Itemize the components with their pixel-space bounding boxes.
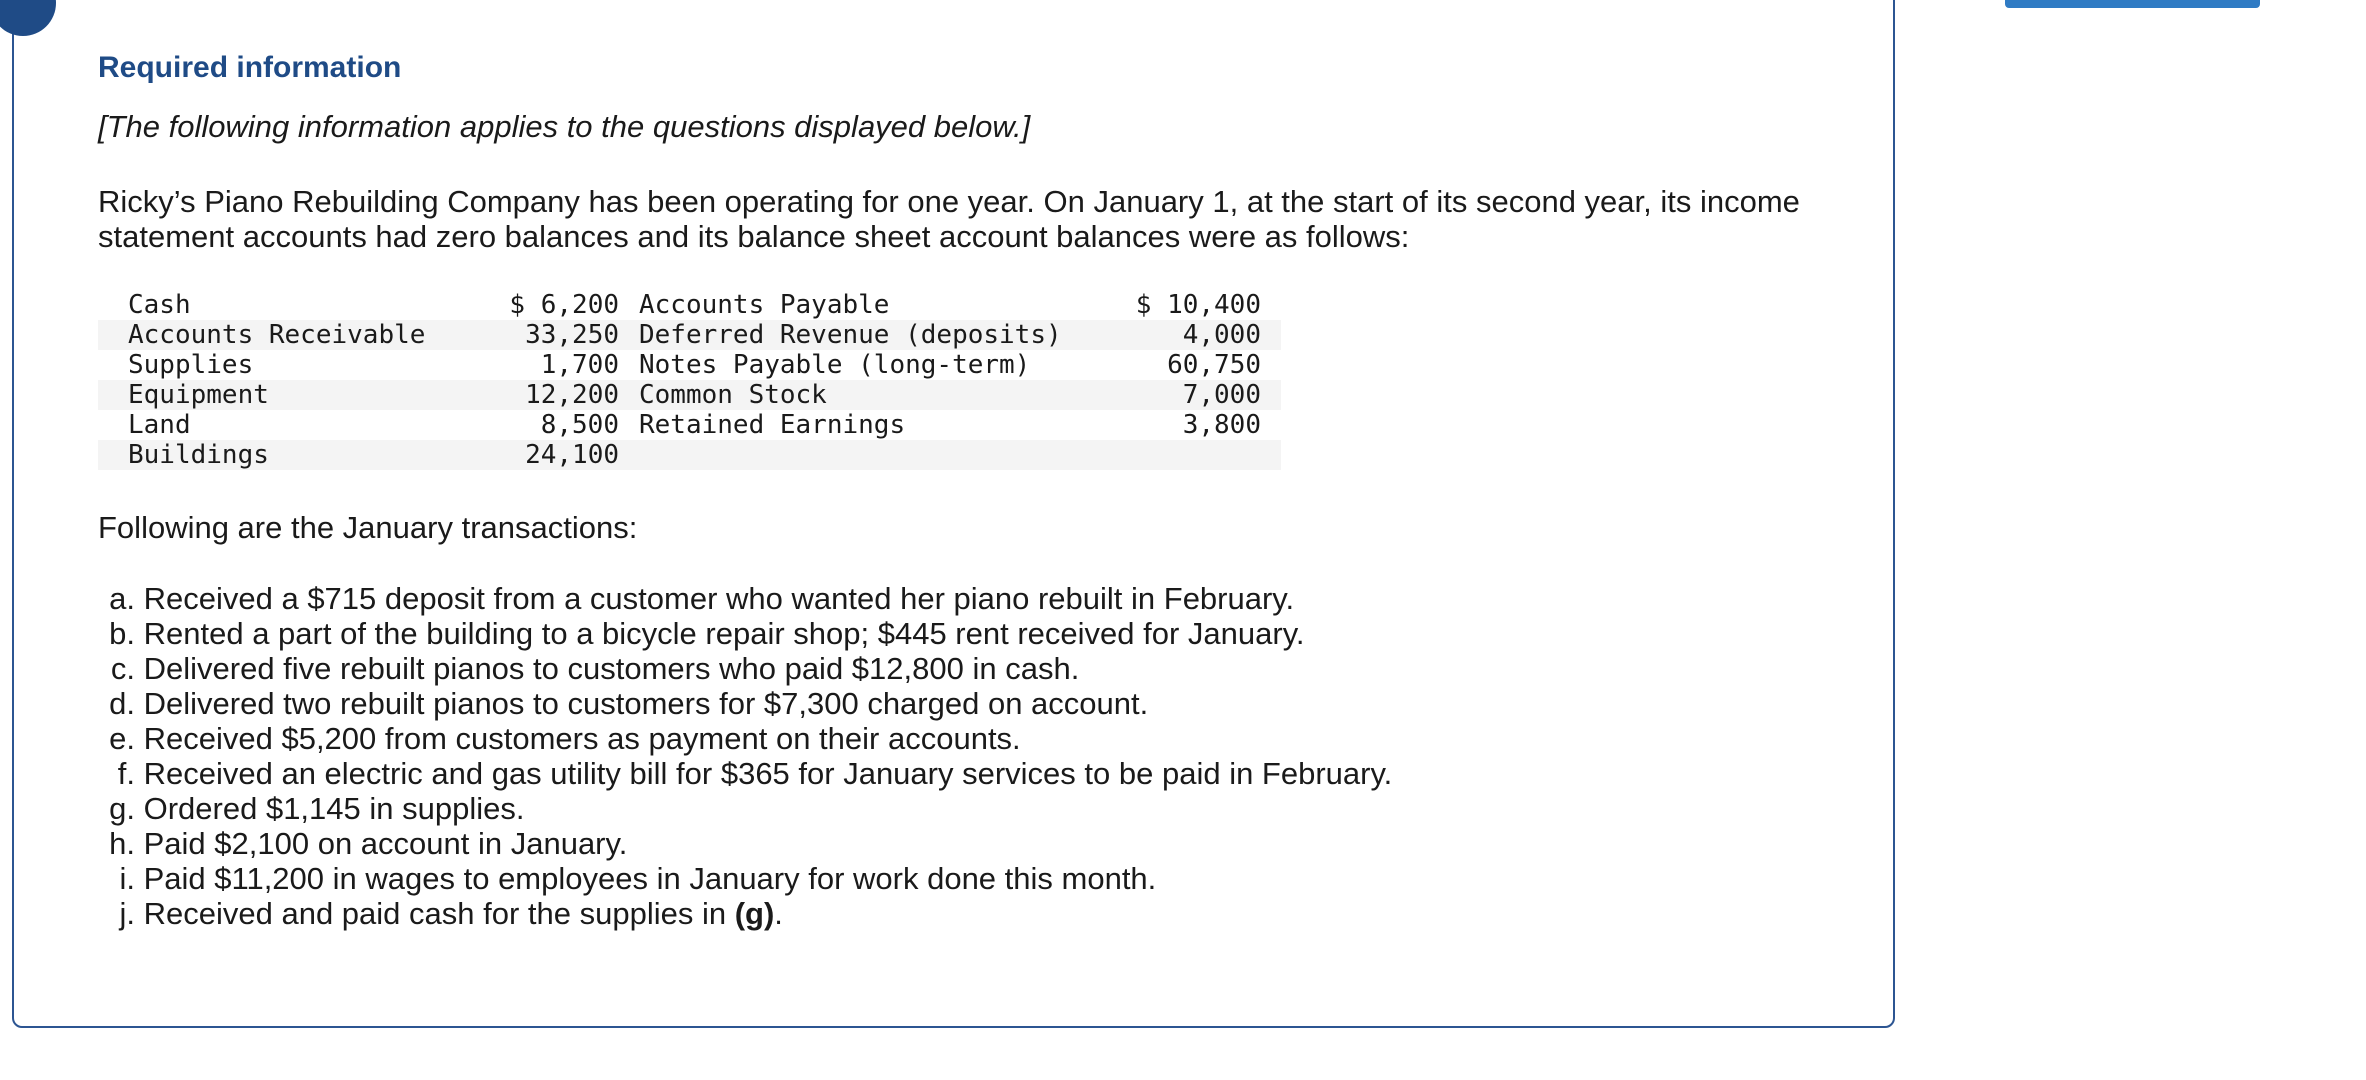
transaction-text <box>135 861 1156 896</box>
transaction-item <box>98 861 1878 896</box>
balance-left-amount: $ 6,200 <box>509 290 619 320</box>
balance-right-label: Accounts Payable <box>639 290 890 320</box>
transaction-text <box>135 651 1079 686</box>
balance-left-label: Land <box>128 410 191 440</box>
transaction-letter: e. <box>109 721 135 756</box>
transactions-list <box>98 581 1878 931</box>
intro-paragraph: Ricky’s Piano Rebuilding Company has been operating for one year. On January 1, at the start of its second year, its income statement accounts had zero balances and its balance sheet account balances were as follows: <box>98 184 1800 254</box>
balance-left-label: Accounts Receivable <box>128 320 426 350</box>
transaction-text <box>135 756 1392 791</box>
balance-row <box>98 410 1281 440</box>
balance-right-label <box>619 440 1119 470</box>
balance-left-amount: 8,500 <box>540 410 619 440</box>
transaction-text-main: Received $5,200 from customers as payment on their accounts. <box>135 721 1021 756</box>
balance-row <box>98 440 1281 470</box>
balance-left-label: Cash <box>128 290 191 320</box>
transaction-text-main: Received and paid cash for the supplies in <box>135 896 735 931</box>
balance-row-pad <box>1261 440 1281 470</box>
transaction-text-main: Ordered $1,145 in supplies. <box>135 791 525 826</box>
balance-left-amount: 12,200 <box>525 380 619 410</box>
balance-right-amount <box>1119 440 1261 470</box>
balance-left-label: Equipment <box>128 380 269 410</box>
transaction-text-main: Paid $2,100 on account in January. <box>135 826 628 861</box>
top-right-button[interactable] <box>2005 0 2260 8</box>
transaction-letter: c. <box>110 651 135 686</box>
balance-right-label: Notes Payable (long-term) <box>639 350 1031 380</box>
info-content <box>98 48 1878 931</box>
balance-row-pad <box>1261 320 1281 350</box>
balance-left-amount: 1,700 <box>540 350 619 380</box>
transaction-letter: g. <box>109 791 135 826</box>
transaction-letter: b. <box>109 616 135 651</box>
balance-right-label: Deferred Revenue (deposits) <box>639 320 1062 350</box>
transaction-letter: j. <box>119 896 135 931</box>
transaction-item <box>98 756 1878 791</box>
balance-right-label: Common Stock <box>639 380 827 410</box>
applies-note: [The following information applies to the questions displayed below.] <box>98 109 1031 144</box>
transaction-text-main: Received a $715 deposit from a customer who wanted her piano rebuilt in February. <box>135 581 1295 616</box>
transaction-suffix: . <box>774 896 783 931</box>
transaction-letter: a. <box>109 581 135 616</box>
transaction-item <box>98 826 1878 861</box>
transaction-text-main: Paid $11,200 in wages to employees in January for work done this month. <box>135 861 1157 896</box>
balance-right-amount: 7,000 <box>1182 380 1261 410</box>
transaction-letter: f. <box>117 756 135 791</box>
transaction-text <box>135 791 524 826</box>
transaction-item <box>98 581 1878 616</box>
transaction-reference: (g) <box>734 896 775 931</box>
balance-left-amount: 24,100 <box>525 440 619 470</box>
transaction-item <box>98 791 1878 826</box>
transaction-text-main: Delivered two rebuilt pianos to customers for $7,300 charged on account. <box>135 686 1149 721</box>
balance-row <box>98 350 1281 380</box>
balance-right-amount: 4,000 <box>1182 320 1261 350</box>
transaction-text <box>135 896 783 931</box>
balance-right-amount: 3,800 <box>1182 410 1261 440</box>
balance-table <box>98 290 1281 470</box>
transaction-text <box>135 616 1305 651</box>
transaction-text <box>135 686 1148 721</box>
transaction-letter: h. <box>109 826 135 861</box>
balance-row-pad <box>1261 290 1281 320</box>
transaction-text-main: Received an electric and gas utility bill for $365 for January services to be paid in February. <box>135 756 1393 791</box>
transaction-item <box>98 721 1878 756</box>
balance-left-label: Buildings <box>128 440 269 470</box>
transaction-item <box>98 616 1878 651</box>
transaction-letter: i. <box>119 861 135 896</box>
required-information-title: Required information <box>98 51 402 84</box>
transaction-text-main: Delivered five rebuilt pianos to customers who paid $12,800 in cash. <box>135 651 1080 686</box>
transaction-item <box>98 896 1878 931</box>
balance-row <box>98 320 1281 350</box>
balance-row-pad <box>1261 380 1281 410</box>
transactions-heading: Following are the January transactions: <box>98 510 638 545</box>
transaction-item <box>98 651 1878 686</box>
transaction-letter: d. <box>109 686 135 721</box>
transaction-text-main: Rented a part of the building to a bicycle repair shop; $445 rent received for January. <box>135 616 1305 651</box>
balance-right-amount: $ 10,400 <box>1135 290 1261 320</box>
transaction-item <box>98 686 1878 721</box>
transaction-text <box>135 581 1294 616</box>
balance-left-label: Supplies <box>128 350 254 380</box>
balance-row <box>98 380 1281 410</box>
transaction-text <box>135 721 1021 756</box>
balance-right-amount: 60,750 <box>1167 350 1261 380</box>
balance-row-pad <box>1261 410 1281 440</box>
balance-right-label: Retained Earnings <box>639 410 906 440</box>
balance-row <box>98 290 1281 320</box>
balance-row-pad <box>1261 350 1281 380</box>
transaction-text <box>135 826 627 861</box>
balance-left-amount: 33,250 <box>525 320 619 350</box>
